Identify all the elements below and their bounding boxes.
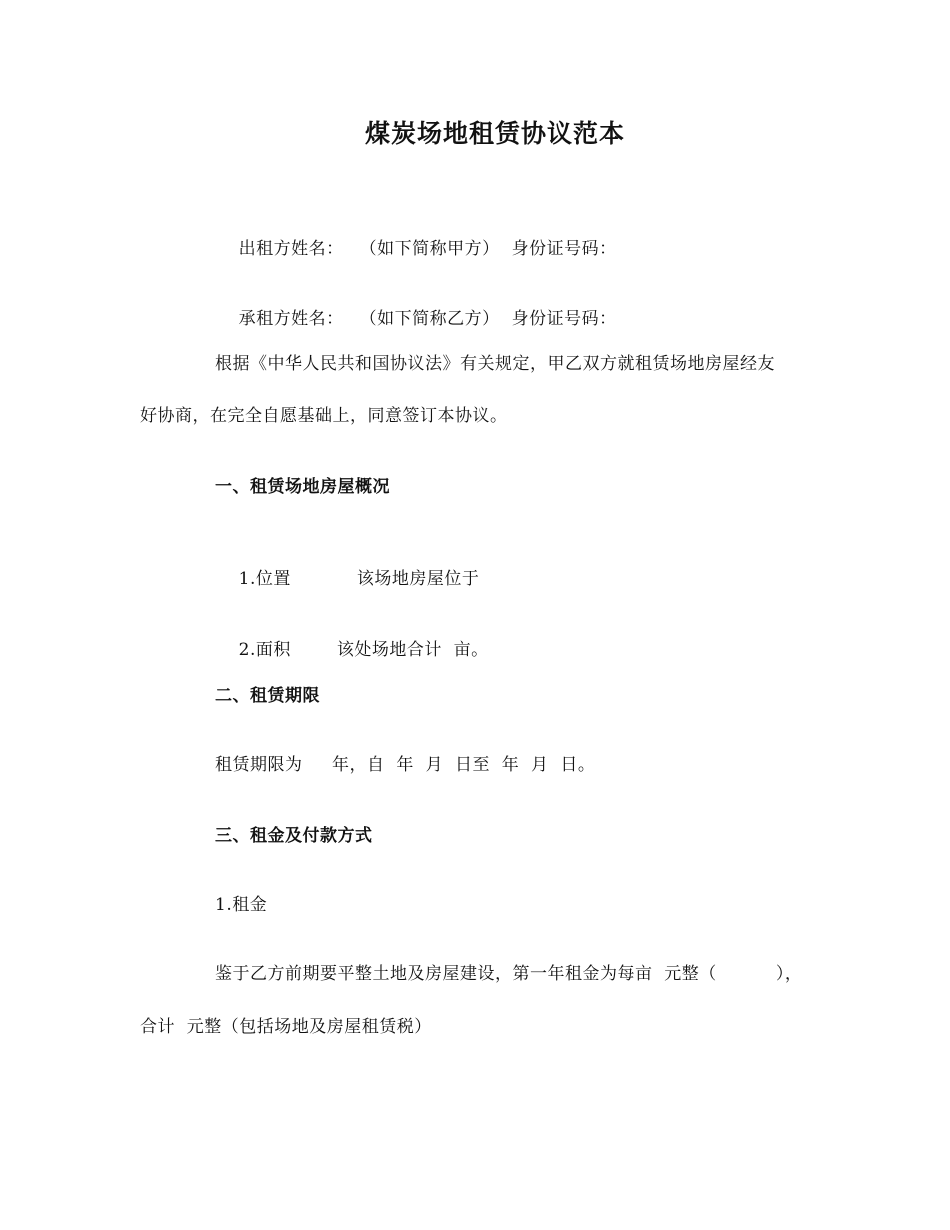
intro-line-1: 根据《中华人民共和国协议法》有关规定，甲乙双方就租赁场地房屋经友 xyxy=(215,354,775,374)
lessee-alias: （如下简称乙方） xyxy=(359,309,500,329)
lessor-alias: （如下简称甲方） xyxy=(359,239,500,259)
area-text: 该处场地合计 亩。 xyxy=(336,640,489,660)
rent-line-1: 鉴于乙方前期要平整土地及房屋建设，第一年租金为每亩 元整（ ）， xyxy=(215,964,803,984)
lessee-label: 承租方姓名： xyxy=(238,309,344,329)
rent-label: 1.租金 xyxy=(215,895,268,915)
rent-line-2: 合计 元整（包括场地及房屋租赁税） xyxy=(140,1017,432,1037)
lessee-id-label: 身份证号码： xyxy=(511,309,617,329)
section-3-heading: 三、租金及付款方式 xyxy=(215,826,373,846)
lessor-line xyxy=(215,213,617,285)
section-1-item-2 xyxy=(215,614,489,686)
lease-term-text: 租赁期限为 年，自 年 月 日至 年 月 日。 xyxy=(215,755,596,775)
area-label: 2.面积 xyxy=(238,640,291,660)
lessee-line xyxy=(215,283,617,355)
intro-line-2: 好协商，在完全自愿基础上，同意签订本协议。 xyxy=(140,406,508,426)
location-label: 1.位置 xyxy=(238,569,291,589)
lessor-id-label: 身份证号码： xyxy=(511,239,617,259)
location-text: 该场地房屋位于 xyxy=(356,569,480,589)
lessor-label: 出租方姓名： xyxy=(238,239,344,259)
section-1-heading: 一、租赁场地房屋概况 xyxy=(215,477,390,497)
section-2-heading: 二、租赁期限 xyxy=(215,686,320,706)
section-1-item-1 xyxy=(215,543,479,615)
document-title: 煤炭场地租赁协议范本 xyxy=(364,119,625,148)
